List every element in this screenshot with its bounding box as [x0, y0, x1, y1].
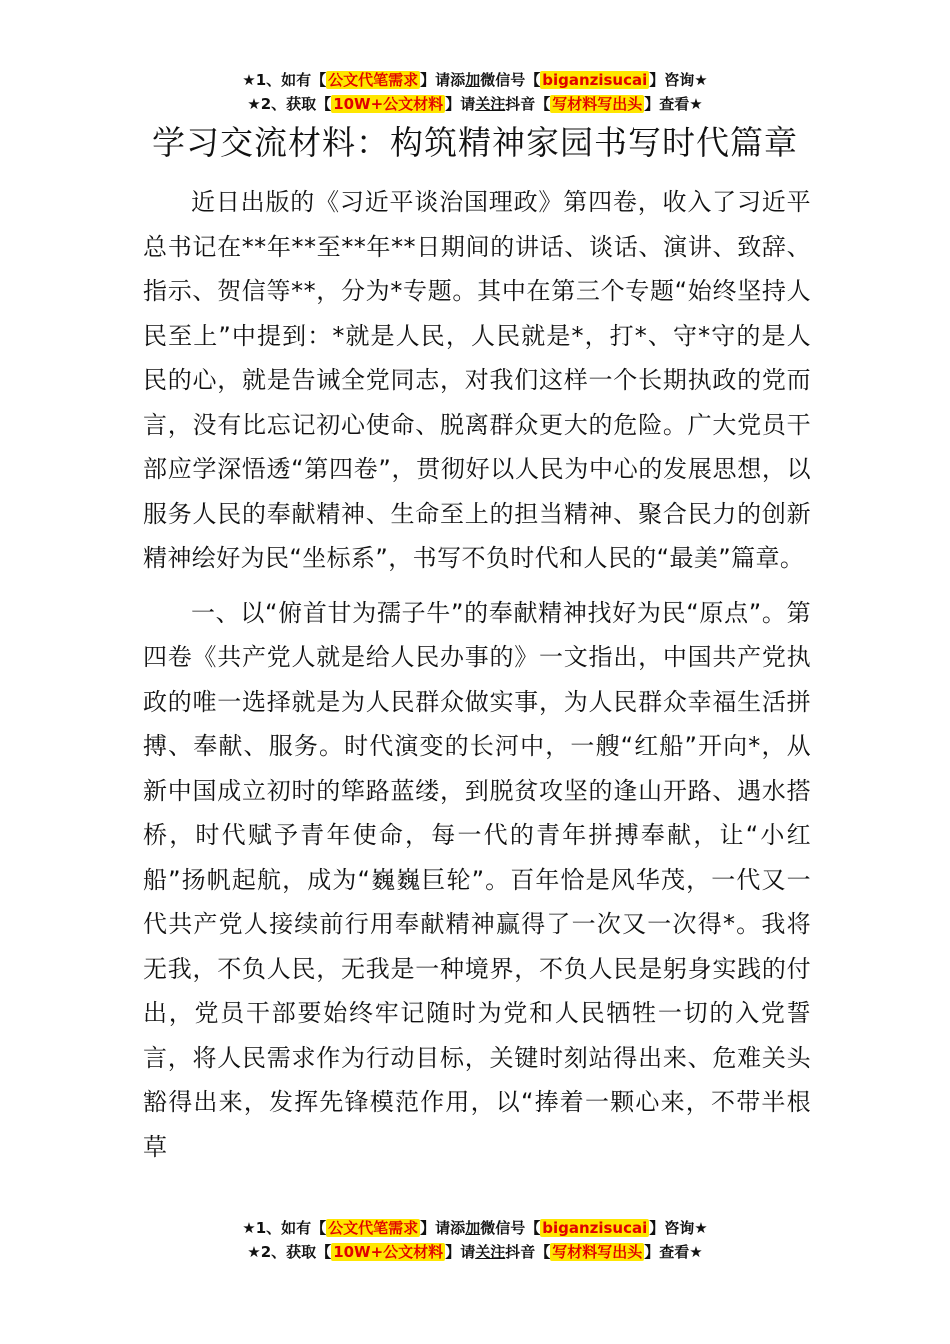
- banner-highlight-service: 公文代笔需求: [328, 1219, 419, 1237]
- footer-banner: [0, 1216, 950, 1264]
- banner-text: 抖音【: [505, 1243, 551, 1261]
- banner-highlight-materials: 10W+公文材料: [333, 95, 444, 113]
- header-banner-line-2: [0, 92, 950, 116]
- banner-text: 】请添: [420, 1219, 466, 1237]
- banner-highlight-wechat-id: biganzisucai: [542, 1219, 648, 1237]
- banner-suffix: 】咨询★: [649, 71, 708, 89]
- document-title: 学习交流材料：构筑精神家园书写时代篇章: [152, 123, 798, 162]
- footer-banner-line-1: [0, 1216, 950, 1240]
- banner-suffix: 】咨询★: [649, 1219, 708, 1237]
- footer-banner-line-2: [0, 1240, 950, 1264]
- banner-emphasis: 关注: [475, 95, 506, 113]
- banner-text: 微信号【: [480, 71, 541, 89]
- banner-highlight-douyin: 写材料写出头: [552, 95, 643, 113]
- banner-highlight-douyin: 写材料写出头: [552, 1243, 643, 1261]
- banner-highlight-materials: 10W+公文材料: [333, 1243, 444, 1261]
- banner-prefix: ★1、如有【: [242, 1219, 327, 1237]
- header-banner: [0, 68, 950, 116]
- banner-suffix: 】查看★: [644, 1243, 703, 1261]
- paragraph-intro: 近日出版的《习近平谈治国理政》第四卷，收入了习近平总书记在**年**至**年**日期间的讲话、谈话、演讲、致辞、指示、贺信等**，分为*专题。其中在第三个专题“始终坚持人民至上”中提到：*就是人民，人民就是*，打*、守*守的是人民的心，就是告诫全党同志，对我们这样一个长期执政的党而言，没有比忘记初心使命、脱离群众更大的危险。广大党员干部应学深悟透“第四卷”，贯彻好以人民为中心的发展思想，以服务人民的奉献精神、生命至上的担当精神、聚合民力的创新精神绘好为民“坐标系”，书写不负时代和人民的“最美”篇章。: [143, 188, 811, 572]
- banner-prefix: ★1、如有【: [242, 71, 327, 89]
- banner-emphasis: 关注: [475, 1243, 506, 1261]
- header-banner-line-1: [0, 68, 950, 92]
- banner-text: 】请添: [420, 71, 466, 89]
- banner-emphasis: 加: [465, 71, 481, 89]
- banner-text: 抖音【: [505, 95, 551, 113]
- document-body: [143, 180, 811, 1179]
- banner-text: 微信号【: [480, 1219, 541, 1237]
- banner-emphasis: 加: [465, 1219, 481, 1237]
- banner-suffix: 】查看★: [644, 95, 703, 113]
- banner-prefix: ★2、获取【: [247, 95, 332, 113]
- banner-highlight-service: 公文代笔需求: [328, 71, 419, 89]
- banner-text: 】请: [445, 1243, 476, 1261]
- banner-text: 】请: [445, 95, 476, 113]
- banner-highlight-wechat-id: biganzisucai: [542, 71, 648, 89]
- banner-prefix: ★2、获取【: [247, 1243, 332, 1261]
- paragraph-section-1: 一、以“俯首甘为孺子牛”的奉献精神找好为民“原点”。第四卷《共产党人就是给人民办事的》一文指出，中国共产党执政的唯一选择就是为人民群众做实事，为人民群众幸福生活拼搏、奉献、服务。时代演变的长河中，一艘“红船”开向*，从新中国成立初时的筚路蓝缕，到脱贫攻坚的逢山开路、遇水搭桥，时代赋予青年使命，每一代的青年拼搏奉献，让“小红船”扬帆起航，成为“巍巍巨轮”。百年恰是风华茂，一代又一代共产党人接续前行用奉献精神赢得了一次又一次得*。我将无我，不负人民，无我是一种境界，不负人民是躬身实践的付出，党员干部要始终牢记随时为党和人民牺牲一切的入党誓言，将人民需求作为行动目标，关键时刻站得出来、危难关头豁得出来，发挥先锋模范作用，以“捧着一颗心来，不带半根草: [143, 598, 811, 1161]
